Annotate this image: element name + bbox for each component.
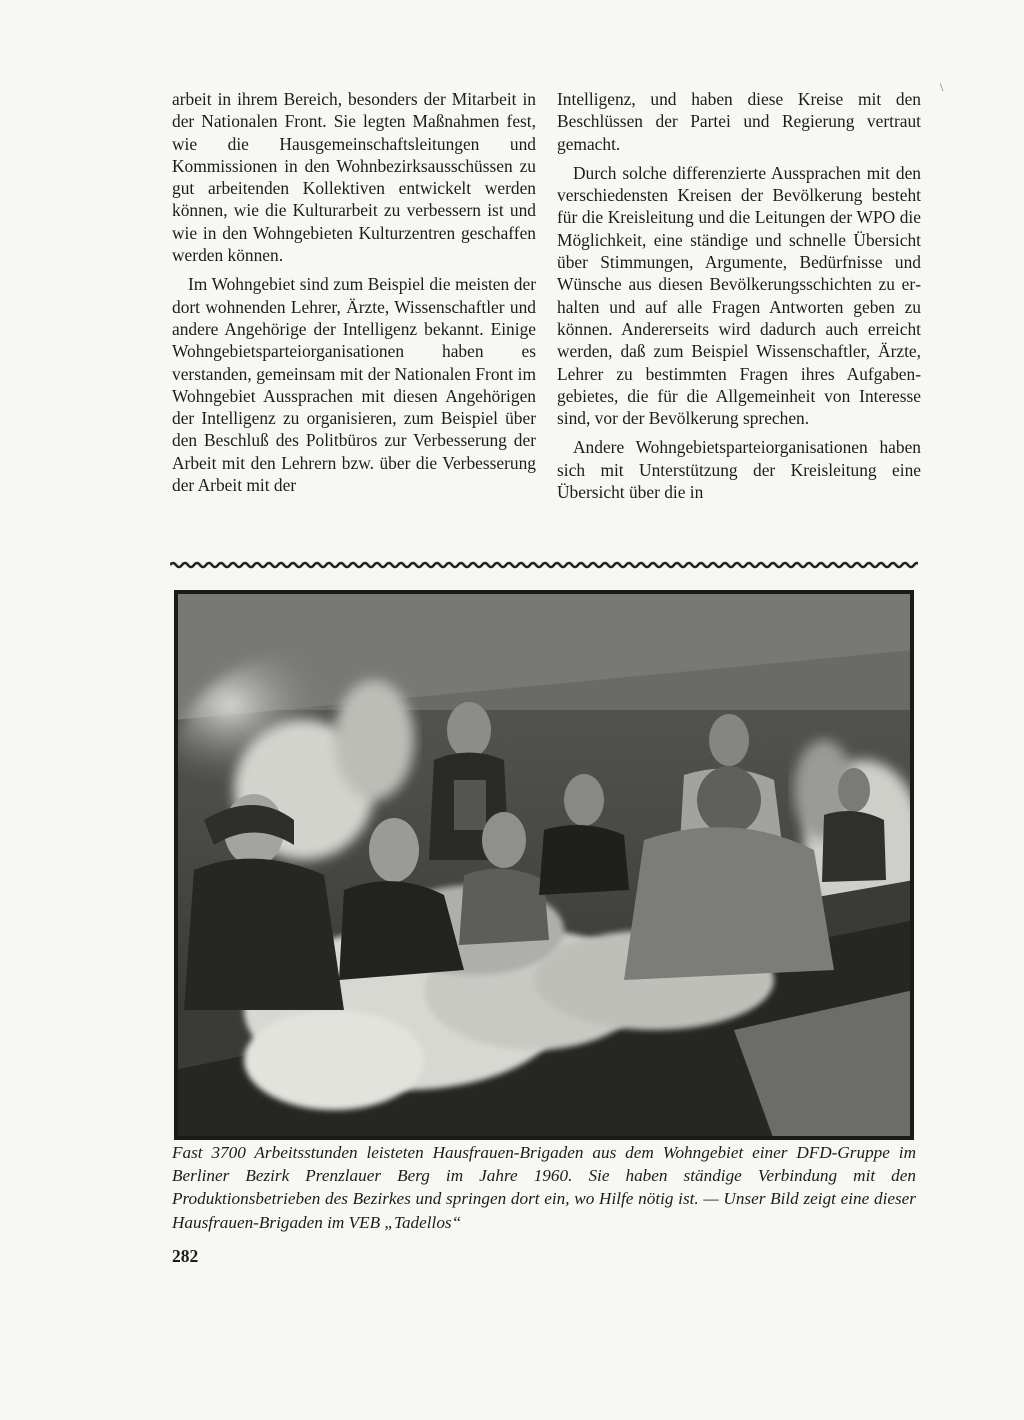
paragraph: Im Wohngebiet sind zum Beispiel die meisten der dort wohnenden Lehrer, Ärzte, Wissenschaftler und andere Angehörige der Intelligenz bekannt. Einige Wohngebietsparteiorganisationen haben es verstanden, gemeinsam mit der Nationalen Front im Wohngebiet Aussprachen mit diesen Angehörigen der Intelligenz zu organisieren, zum Beispiel über den Beschluß des Politbüros zur Verbesserung der Arbeit mit den Lehrern bzw. über die Verbesserung der Arbeit mit der (172, 274, 536, 496)
paragraph: Andere Wohngebietsparteiorganisationen haben sich mit Unterstützung der Kreisleitung eine Übersicht über die in (557, 437, 921, 503)
photo-image (174, 590, 914, 1140)
paragraph: Intelligenz, und haben diese Kreise mit den Beschlüssen der Partei und Regierung vertraut gemacht. (557, 89, 921, 154)
scan-mark: \ (940, 80, 944, 94)
left-text-column (172, 88, 536, 503)
paragraph: arbeit in ihrem Bereich, besonders der Mitarbeit in der Nationalen Front. Sie legten Maßnahmen fest, wie die Hausgemeinschaftsleitungen und Kommissionen in den Wohnbezirksausschüssen zu gut arbeitenden Kollektiven entwickelt werden können, wie die Kulturarbeit zu verbessern ist und wie in den Wohngebieten Kulturzentren geschaffen werden können. (172, 89, 536, 266)
paragraph: Durch solche differenzierte Aussprachen mit den verschiedensten Kreisen der Bevölkerung besteht für die Kreisleitung und die Leitungen der WPO die Möglichkeit, eine ständige und schnelle Übersicht über Stimmungen, Argumente, Bedürfnisse und Wünsche aus diesen Bevölkerungsschichten zu erhalten und auf alle Fragen Antworten geben zu können. Andererseits wird dadurch auch erreicht werden, daß zum Beispiel Wissenschaftler, Ärzte, Lehrer zu bestimmten Fragen ihres Aufgabengebietes, die für die Allgemeinheit von Interesse sind, vor der Bevölkerung sprechen. (557, 162, 921, 429)
photo-housewives-brigade (174, 590, 914, 1140)
wavy-divider (170, 558, 918, 572)
right-text-column (557, 88, 921, 510)
photo-caption: Fast 3700 Arbeitsstunden leisteten Hausfrauen-Brigaden aus dem Wohngebiet einer DFD-Gruppe im Berliner Bezirk Prenzlauer Berg im Jahre 1960. Sie haben ständige Verbindung mit den Produktionsbetrieben des Bezirkes und springen dort ein, wo Hilfe nötig ist. — Unser Bild zeigt eine dieser Hausfrauen-Brigaden im VEB „Tadellos“ (172, 1143, 916, 1232)
page-number: 282 (172, 1246, 199, 1266)
